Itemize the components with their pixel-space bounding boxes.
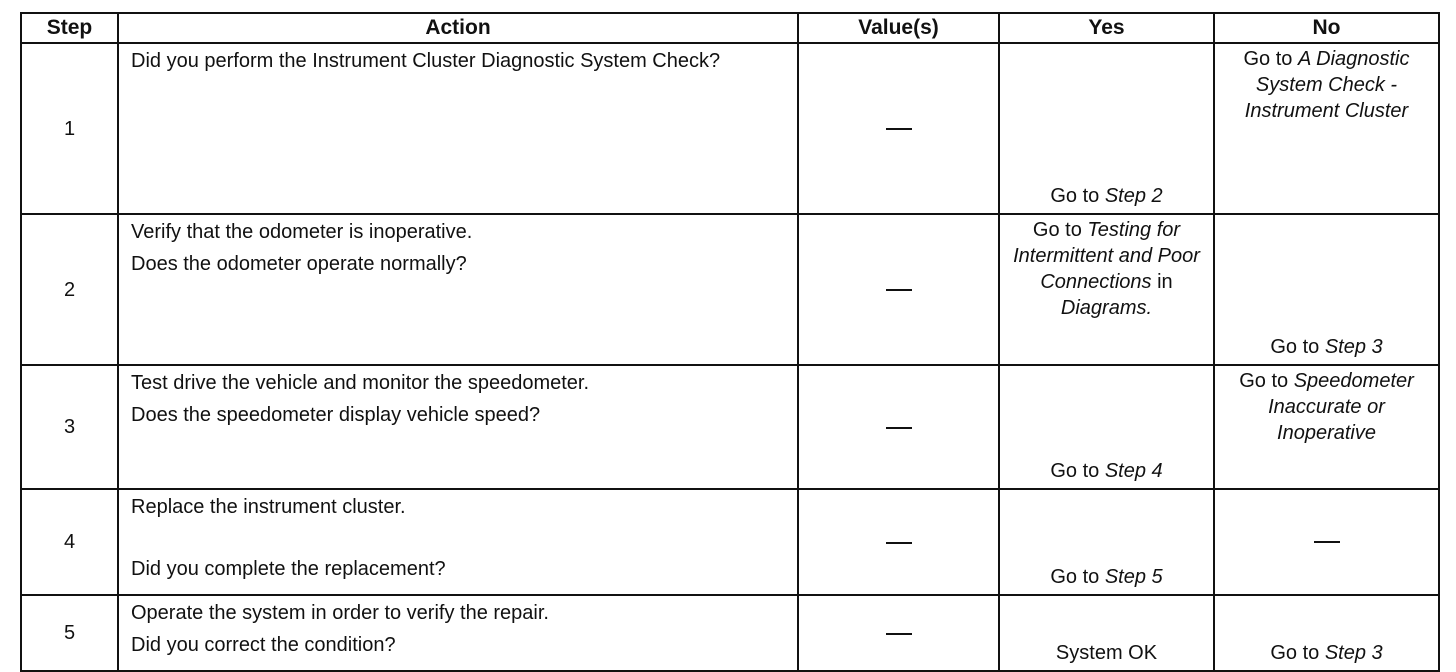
value-dash [886, 427, 912, 429]
value-cell [798, 489, 999, 595]
yes-link[interactable]: Step 2 [1104, 185, 1163, 207]
no-link[interactable]: A Diagnostic System Check - Instrument Cluster [1244, 48, 1410, 122]
action-text: Replace the instrument cluster. [131, 496, 406, 518]
action-question: Does the odometer operate normally? [131, 253, 467, 275]
action-cell [118, 595, 798, 671]
diagnostic-table [20, 12, 1440, 672]
action-question: Did you complete the replacement? [131, 558, 446, 580]
yes-prefix: Go to [1032, 219, 1088, 241]
no-prefix: Go to [1239, 370, 1294, 392]
yes-link[interactable]: Testing for Intermittent and Poor Connections [1013, 219, 1200, 293]
value-cell [798, 595, 999, 671]
step-number: 4 [21, 489, 118, 595]
no-link[interactable]: Step 3 [1324, 642, 1383, 664]
value-cell [798, 214, 999, 365]
no-prefix: Go to [1270, 336, 1325, 358]
yes-cell [999, 214, 1214, 365]
no-cell [1214, 489, 1439, 595]
step-number: 1 [21, 43, 118, 214]
header-no: No [1214, 13, 1439, 43]
yes-prefix: Go to [1050, 566, 1105, 588]
header-step: Step [21, 13, 118, 43]
no-cell [1214, 595, 1439, 671]
yes-link[interactable]: Step 5 [1104, 566, 1163, 588]
value-cell [798, 43, 999, 214]
header-action: Action [118, 13, 798, 43]
diagnostic-table-container [20, 12, 1438, 672]
step-number: 2 [21, 214, 118, 365]
step-number: 5 [21, 595, 118, 671]
yes-prefix: Go to [1050, 460, 1105, 482]
header-yes: Yes [999, 13, 1214, 43]
action-content [131, 494, 787, 582]
table-row [21, 595, 1439, 671]
value-dash [886, 542, 912, 544]
table-row [21, 489, 1439, 595]
value-dash [886, 289, 912, 291]
action-question: Did you correct the condition? [131, 634, 396, 656]
action-question: Does the speedometer display vehicle speed? [131, 404, 541, 426]
yes-suffix: in [1151, 271, 1173, 293]
action-text: Test drive the vehicle and monitor the speedometer. [131, 372, 590, 394]
table-row [21, 214, 1439, 365]
yes-cell [999, 365, 1214, 489]
table-row [21, 365, 1439, 489]
action-cell [118, 365, 798, 489]
header-values: Value(s) [798, 13, 999, 43]
yes-cell [999, 489, 1214, 595]
yes-text: System OK [1055, 642, 1158, 664]
no-link[interactable]: Speedometer Inaccurate or Inoperative [1268, 370, 1414, 444]
action-cell [118, 489, 798, 595]
no-cell [1214, 365, 1439, 489]
action-cell [118, 214, 798, 365]
yes-cell [999, 595, 1214, 671]
no-cell [1214, 43, 1439, 214]
yes-link-diagrams[interactable]: Diagrams. [1060, 297, 1153, 319]
action-text: Did you perform the Instrument Cluster Diagnostic System Check? [131, 50, 721, 72]
action-cell [118, 43, 798, 214]
value-dash [886, 633, 912, 635]
yes-link[interactable]: Step 4 [1104, 460, 1163, 482]
no-dash [1314, 541, 1340, 543]
value-cell [798, 365, 999, 489]
yes-cell [999, 43, 1214, 214]
action-text: Verify that the odometer is inoperative. [131, 221, 473, 243]
header-row [21, 13, 1439, 43]
value-dash [886, 128, 912, 130]
no-prefix: Go to [1270, 642, 1325, 664]
table-row [21, 43, 1439, 214]
no-prefix: Go to [1243, 48, 1298, 70]
yes-prefix: Go to [1050, 185, 1105, 207]
step-number: 3 [21, 365, 118, 489]
no-link[interactable]: Step 3 [1324, 336, 1383, 358]
action-text: Operate the system in order to verify the repair. [131, 602, 549, 624]
no-cell [1214, 214, 1439, 365]
